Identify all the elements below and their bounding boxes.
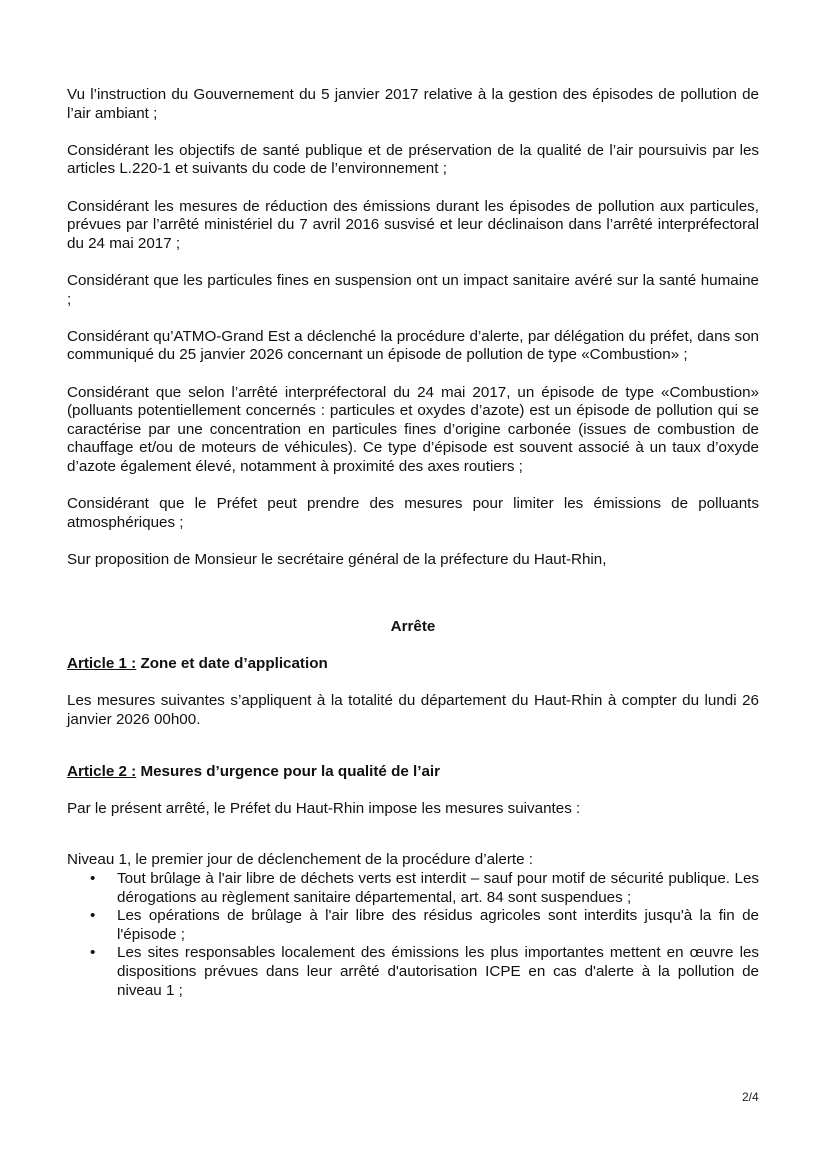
article-2-intro: Par le présent arrêté, le Préfet du Haut-Rhin impose les mesures suivantes : [67, 799, 581, 817]
consideration-paragraph: Considérant que selon l’arrêté interpréfectoral du 24 mai 2017, un épisode de type «Combustion» (polluants potentiellement concernés : particules et oxydes d’azote) est un épisode de pollution qui se caractérise par une concentration en particules fines d’origine carbonée (issues de combustion de chauffage et/ou de moteurs de véhicules). Ce type d’épisode est souvent associé à un taux d’oxyde d’azote également élevé, notamment à proximité des axes routiers ; [67, 383, 759, 475]
spacer [67, 818, 759, 851]
measure-item [67, 907, 759, 944]
article-2-heading [67, 763, 759, 782]
measure-item [67, 870, 759, 907]
article-2-title: Mesures d’urgence pour la qualité de l’air [136, 762, 441, 780]
consideration-paragraph: Vu l’instruction du Gouvernement du 5 janvier 2017 relative à la gestion des épisodes de pollution de l’air ambiant ; [67, 86, 759, 122]
proposal-paragraph: Sur proposition de Monsieur le secrétaire général de la préfecture du Haut-Rhin, [67, 550, 607, 568]
consideration-paragraph: Considérant les objectifs de santé publique et de préservation de la qualité de l’air poursuivis par les articles L.220-1 et suivants du code de l’environnement ; [67, 141, 759, 178]
article-1-title: Zone et date d’application [136, 655, 328, 673]
measure-text: Les opérations de brûlage à l'air libre des résidus agricoles sont interdits jusqu'à la fin de l'épisode ; [117, 907, 759, 943]
article-1-number: Article 1 : [67, 655, 137, 673]
measure-text: Tout brûlage à l'air libre de déchets verts est interdit – sauf pour motif de sécurité publique. Les dérogations au règlement sanitaire départemental, art. 84 sont suspendues ; [117, 869, 759, 906]
spacer [67, 588, 759, 618]
decree-title: Arrête [390, 618, 436, 636]
measure-item [67, 944, 759, 1000]
consideration-paragraph: Considérant que les particules fines en suspension ont un impact sanitaire avéré sur la santé humaine ; [67, 271, 759, 308]
document-page [67, 86, 759, 1000]
level-1-intro: Niveau 1, le premier jour de déclenchement de la procédure d’alerte : [67, 851, 534, 869]
bullet-icon: • [90, 944, 96, 962]
article-2-number: Article 2 : [67, 762, 137, 780]
spacer [67, 730, 759, 763]
article-1-heading [67, 655, 759, 674]
measure-text: Les sites responsables localement des émissions les plus importantes mettent en œuvre les dispositions prévues dans leur arrêté d'autorisation ICPE en cas d'alerte à la pollution de niveau 1 ; [117, 944, 759, 999]
consideration-paragraph: Considérant qu’ATMO-Grand Est a déclenché la procédure d’alerte, par délégation du préfet, dans son communiqué du 25 janvier 2026 concernant un épisode de pollution de type «Combustion» ; [67, 327, 759, 364]
page-number: 2/4 [742, 1090, 759, 1104]
consideration-paragraph: Considérant que le Préfet peut prendre des mesures pour limiter les émissions de polluants atmosphériques ; [67, 495, 759, 531]
bullet-icon: • [90, 869, 96, 887]
bullet-icon: • [90, 907, 96, 925]
article-1-text: Les mesures suivantes s’appliquent à la totalité du département du Haut-Rhin à compter du lundi 26 janvier 2026 00h00. [67, 692, 759, 728]
measures-list [67, 870, 759, 1000]
consideration-paragraph: Considérant les mesures de réduction des émissions durant les épisodes de pollution aux particules, prévues par l’arrêté ministériel du 7 avril 2016 susvisé et leur déclinaison dans l’arrêté interpréfectoral du 24 mai 2017 ; [67, 197, 759, 252]
